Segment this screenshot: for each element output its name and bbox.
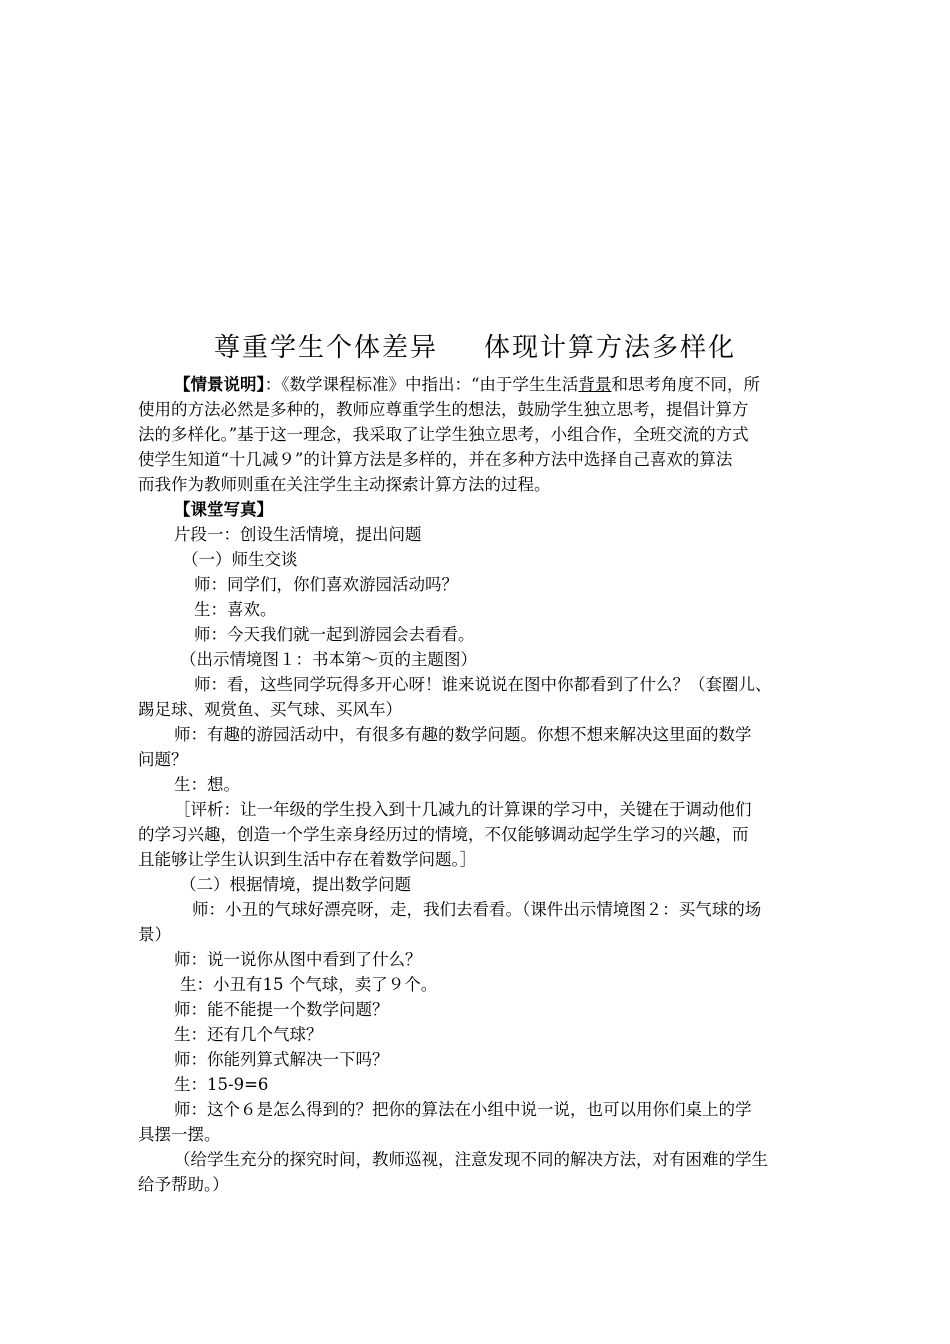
dialogue-line: 生：想。 — [174, 775, 240, 794]
intro-paragraph-line: 【情景说明】：《数学课程标准》中指出：“由于学生生活背景和思考角度不同，所 — [174, 375, 760, 394]
dialogue-line: 师：小丑的气球好漂亮呀，走，我们去看看。（课件出示情境图２：买气球的场 — [192, 900, 762, 919]
dialogue-line: 具摆一摆。 — [138, 1125, 221, 1144]
stage-note: （给学生充分的探究时间，教师巡视，注意发现不同的解决方法，对有困难的学生 — [174, 1150, 768, 1169]
stage-note: （出示情境图１：书本第～页的主题图） — [180, 650, 477, 669]
dialogue-line: 师：说一说你从图中看到了什么？ — [174, 950, 422, 969]
dialogue-line: 师：能不能提一个数学问题？ — [174, 1000, 389, 1019]
classroom-heading: 【课堂写真】 — [174, 500, 273, 519]
dialogue-line: 师：看，这些同学玩得多开心呀！谁来说说在图中你都看到了什么？（套圈儿、 — [194, 675, 772, 694]
subsection-heading: （二）根据情境，提出数学问题 — [180, 875, 411, 894]
commentary-line: 且能够让学生认识到生活中存在着数学问题。］ — [138, 850, 477, 869]
intro-heading: 【情景说明】 — [174, 375, 265, 394]
dialogue-line: 生：15-9=6 — [174, 1075, 269, 1094]
intro-paragraph-line: 使用的方法必然是多种的，教师应尊重学生的想法，鼓励学生独立思考，提倡计算方 — [138, 400, 749, 419]
dialogue-line: 景） — [138, 925, 171, 944]
title-part-2: 体现计算方法多样化 — [484, 333, 737, 363]
dialogue-line: 生：喜欢。 — [194, 600, 277, 619]
commentary-line: 的学习兴趣，创造一个学生亲身经历过的情境，不仅能够调动起学生学习的兴趣，而 — [138, 825, 749, 844]
underlined-word: 背景 — [578, 375, 612, 394]
commentary-line: ［评析：让一年级的学生投入到十几减九的计算课的学习中，关键在于调动他们 — [174, 800, 752, 819]
dialogue-line: 生：小丑有15 个气球，卖了９个。 — [180, 975, 438, 994]
document-title — [0, 330, 950, 366]
title-part-1: 尊重学生个体差异 — [213, 333, 438, 363]
intro-paragraph-line: 而我作为教师则重在关注学生主动探索计算方法的过程。 — [138, 475, 551, 494]
stage-note: 给予帮助。） — [138, 1175, 229, 1194]
dialogue-line: 师：今天我们就一起到游园会去看看。 — [194, 625, 475, 644]
dialogue-line: 问题？ — [138, 750, 188, 769]
dialogue-line: 踢足球、观赏鱼、买气球、买风车） — [138, 700, 402, 719]
dialogue-line: 生：还有几个气球？ — [174, 1025, 323, 1044]
dialogue-line: 师：你能列算式解决一下吗？ — [174, 1050, 389, 1069]
document-body — [138, 372, 838, 1197]
dialogue-line: 师：同学们，你们喜欢游园活动吗？ — [194, 575, 458, 594]
intro-paragraph-line: 法的多样化。”基于这一理念，我采取了让学生独立思考，小组合作，全班交流的方式 — [138, 425, 749, 444]
segment-heading: 片段一：创设生活情境，提出问题 — [174, 525, 422, 544]
intro-paragraph-line: 使学生知道“十几减９”的计算方法是多样的，并在多种方法中选择自己喜欢的算法 — [138, 450, 733, 469]
subsection-heading: （一）师生交谈 — [182, 550, 298, 569]
dialogue-line: 师：这个６是怎么得到的？把你的算法在小组中说一说，也可以用你们桌上的学 — [174, 1100, 752, 1119]
dialogue-line: 师：有趣的游园活动中，有很多有趣的数学问题。你想不想来解决这里面的数学 — [174, 725, 752, 744]
